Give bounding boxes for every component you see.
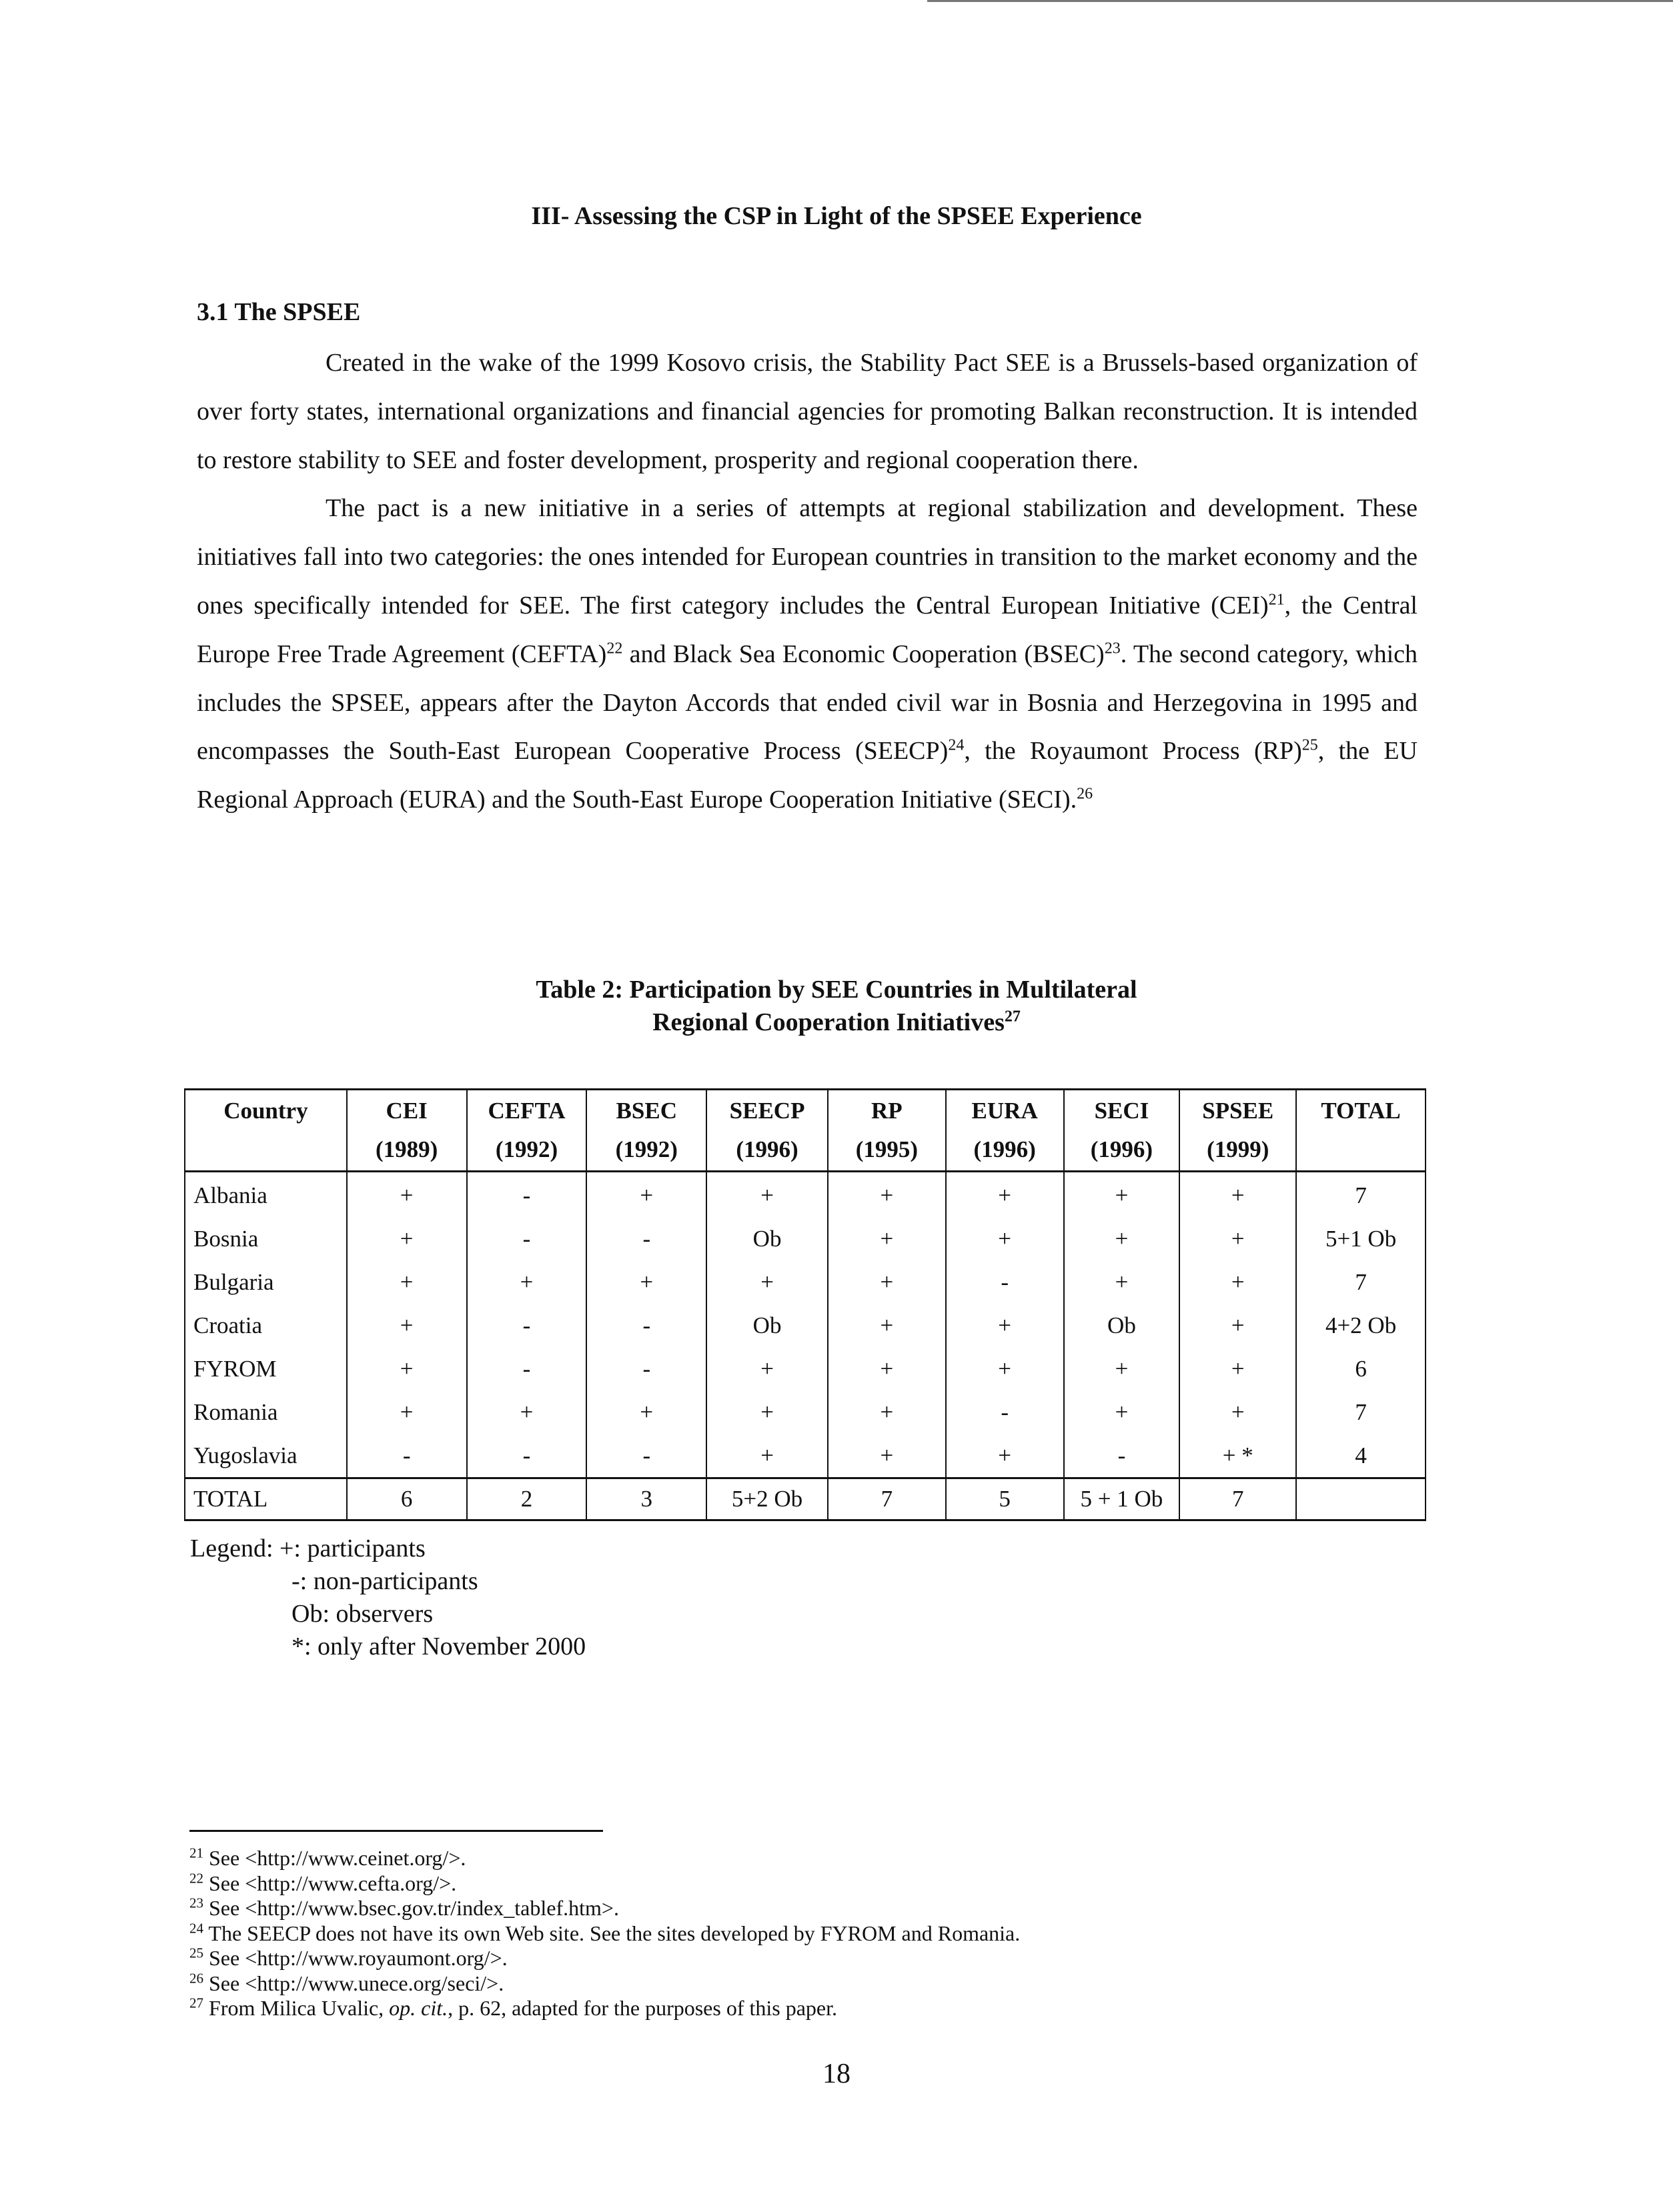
table-cell: - (946, 1390, 1064, 1434)
table-cell: + (828, 1390, 946, 1434)
column-header-year: (1989) (376, 1136, 438, 1162)
table-cell: - (467, 1304, 587, 1347)
footnote (189, 1896, 1020, 1921)
total-cell: 6 (347, 1478, 467, 1520)
table-cell: Ob (706, 1217, 828, 1260)
legend-line: -: non-participants (292, 1567, 478, 1595)
table-cell: + (347, 1217, 467, 1260)
column-header-name: CEFTA (488, 1098, 566, 1124)
column-header-name: Country (223, 1098, 308, 1124)
column-header-name: SEECP (729, 1098, 805, 1124)
table-cell: Ob (1064, 1304, 1180, 1347)
table-cell: + (467, 1260, 587, 1304)
column-header (1296, 1090, 1426, 1172)
table-cell: + (706, 1347, 828, 1390)
legend-line: Ob: observers (292, 1600, 434, 1628)
legend-line: *: only after November 2000 (292, 1632, 586, 1661)
table-cell: + (828, 1304, 946, 1347)
paragraph-2-text: The pact is a new initiative in a series of attempts at regional stabilization and development. These initiatives fall into two categories: the ones intended for European countries in transition to the market economy and the ones specifically intended for SEE. The first category includes the Central European Initiative (CEI) (197, 494, 1418, 620)
footnote-ref: 27 (1004, 1008, 1021, 1026)
column-header-year: (1999) (1207, 1136, 1269, 1162)
table-cell: + * (1179, 1434, 1296, 1478)
table-cell: Ob (706, 1304, 828, 1347)
table-cell: + (347, 1347, 467, 1390)
column-header-name: BSEC (616, 1098, 677, 1124)
column-header-name: SPSEE (1202, 1098, 1274, 1124)
table-cell: 7 (1296, 1172, 1426, 1218)
footnote-text: See <http://www.ceinet.org/>. (209, 1846, 466, 1870)
footnote-text: From Milica Uvalic, (209, 1996, 390, 2020)
table-cell: + (347, 1260, 467, 1304)
paragraph-1: Created in the wake of the 1999 Kosovo crisis, the Stability Pact SEE is a Brussels-based organization of over forty states, international organizations and financial agencies for promoting Balkan reconstruction. It is intended to restore stability to SEE and foster development, prosperity and regional cooperation there. (197, 349, 1418, 474)
table-row (185, 1172, 1426, 1218)
table-header-row (185, 1090, 1426, 1172)
table-body (185, 1172, 1426, 1520)
footnote-ref: 22 (606, 640, 623, 658)
section-title: 3.1 The SPSEE (197, 298, 361, 326)
table-cell: + (706, 1172, 828, 1218)
table-cell: + (1064, 1260, 1180, 1304)
table-cell: + (1064, 1390, 1180, 1434)
total-cell: 5+2 Ob (706, 1478, 828, 1520)
table-cell: 4 (1296, 1434, 1426, 1478)
total-cell: 2 (467, 1478, 587, 1520)
participation-table (184, 1088, 1426, 1521)
column-header-year: (1996) (1090, 1136, 1153, 1162)
table-cell: + (706, 1390, 828, 1434)
table-row (185, 1347, 1426, 1390)
footnote (189, 1871, 1020, 1897)
table-cell: + (828, 1434, 946, 1478)
table-cell: - (586, 1304, 706, 1347)
column-header-year: (1996) (973, 1136, 1036, 1162)
footnote-number: 24 (189, 1919, 203, 1936)
footnotes (189, 1846, 1020, 2021)
table-cell: - (467, 1172, 587, 1218)
table-cell: + (828, 1260, 946, 1304)
total-cell (1296, 1478, 1426, 1520)
column-header-year: (1996) (736, 1136, 798, 1162)
table-cell: - (467, 1217, 587, 1260)
column-header-name: EURA (971, 1098, 1038, 1124)
column-header (586, 1090, 706, 1172)
table-cell: + (347, 1304, 467, 1347)
footnote-text: The SEECP does not have its own Web site. See the sites developed by FYROM and Romania. (208, 1921, 1021, 1945)
column-header (185, 1090, 347, 1172)
table-row (185, 1304, 1426, 1347)
column-header (828, 1090, 946, 1172)
table-cell: + (586, 1260, 706, 1304)
footnote-text: See <http://www.bsec.gov.tr/index_tablef.htm>. (209, 1896, 619, 1920)
footnote (189, 1971, 1020, 1997)
table-row (185, 1260, 1426, 1304)
table-cell: + (1179, 1172, 1296, 1218)
table-cell: + (1179, 1390, 1296, 1434)
footnote-ref: 23 (1104, 640, 1121, 658)
footnote-number: 27 (189, 1995, 203, 2011)
table-cell: + (946, 1217, 1064, 1260)
footnote-text: See <http://www.cefta.org/>. (209, 1871, 457, 1895)
column-header-year: (1992) (615, 1136, 678, 1162)
total-cell: 5 + 1 Ob (1064, 1478, 1180, 1520)
table-cell: + (828, 1172, 946, 1218)
body-text (197, 339, 1418, 824)
total-label-cell: TOTAL (185, 1478, 347, 1520)
footnote-text-italic: op. cit. (389, 1996, 448, 2020)
page-number: 18 (822, 2059, 851, 2089)
table-caption-line-1: Table 2: Participation by SEE Countries in Multilateral (536, 976, 1137, 1004)
table-cell: + (347, 1390, 467, 1434)
country-cell: Albania (185, 1172, 347, 1218)
table-cell: + (946, 1304, 1064, 1347)
footnote-number: 26 (189, 1969, 203, 1986)
country-cell: Bulgaria (185, 1260, 347, 1304)
table-cell: + (1064, 1347, 1180, 1390)
table-cell: + (946, 1172, 1064, 1218)
footnote (189, 1996, 1020, 2021)
table-cell: - (1064, 1434, 1180, 1478)
table-cell: - (347, 1434, 467, 1478)
footnote (189, 1946, 1020, 1971)
total-cell: 7 (1179, 1478, 1296, 1520)
column-header-name: CEI (386, 1098, 428, 1124)
paragraph-2-text: , the EU Regional Approach (EURA) and the South-East Europe Cooperation Initiative (SECI). (197, 737, 1418, 814)
table-cell: + (586, 1390, 706, 1434)
table-cell: - (946, 1260, 1064, 1304)
table-cell: + (946, 1347, 1064, 1390)
paragraph-2-text: . The second category, which includes the SPSEE, appears after the Dayton Accords that ended civil war in Bosnia and Herzegovina in 1995 and encompasses the South-East European Cooperative Process (SEECP) (197, 640, 1418, 766)
column-header (1064, 1090, 1180, 1172)
top-edge-line (927, 0, 1673, 2)
table-cell: - (467, 1434, 587, 1478)
country-cell: Romania (185, 1390, 347, 1434)
table-cell: 7 (1296, 1260, 1426, 1304)
footnote-text: See <http://www.unece.org/seci/>. (209, 1971, 504, 1995)
table-cell: - (586, 1217, 706, 1260)
paragraph-2-text: and Black Sea Economic Cooperation (BSEC) (622, 640, 1105, 668)
table-caption (0, 974, 1673, 1039)
table-cell: + (706, 1260, 828, 1304)
total-cell: 5 (946, 1478, 1064, 1520)
footnote (189, 1921, 1020, 1947)
table-cell: + (828, 1217, 946, 1260)
column-header-name: SECI (1094, 1098, 1149, 1124)
table-total-row (185, 1478, 1426, 1520)
paragraph-2-text: , the Central Europe Free Trade Agreement (CEFTA) (197, 591, 1418, 668)
footnote-ref: 26 (1077, 785, 1093, 803)
table-cell: + (467, 1390, 587, 1434)
column-header (706, 1090, 828, 1172)
footnote-text: See <http://www.royaumont.org/>. (209, 1946, 508, 1970)
table-cell: + (1064, 1217, 1180, 1260)
table-cell: + (1179, 1217, 1296, 1260)
paragraph-2 (197, 484, 1418, 824)
table-cell: - (586, 1434, 706, 1478)
table-cell: + (828, 1347, 946, 1390)
table-row (185, 1390, 1426, 1434)
table-cell: + (1179, 1347, 1296, 1390)
table-caption-line-2 (0, 1006, 1673, 1039)
table-caption-text: Regional Cooperation Initiatives (652, 1008, 1005, 1036)
table-row (185, 1217, 1426, 1260)
column-header-name: TOTAL (1321, 1098, 1401, 1124)
country-cell: Yugoslavia (185, 1434, 347, 1478)
country-cell: FYROM (185, 1347, 347, 1390)
country-cell: Bosnia (185, 1217, 347, 1260)
footnote-number: 25 (189, 1945, 203, 1961)
footnote-ref: 24 (948, 736, 965, 754)
footnote (189, 1846, 1020, 1871)
footnote-number: 23 (189, 1895, 203, 1911)
footnote-number: 21 (189, 1845, 203, 1861)
table-cell: + (1179, 1260, 1296, 1304)
footnote-ref: 21 (1268, 591, 1285, 609)
table-cell: - (586, 1347, 706, 1390)
table-cell: + (1064, 1172, 1180, 1218)
footnote-separator (189, 1830, 603, 1832)
table-cell: + (1179, 1304, 1296, 1347)
column-header (347, 1090, 467, 1172)
table-cell: 7 (1296, 1390, 1426, 1434)
table-cell: 4+2 Ob (1296, 1304, 1426, 1347)
table-cell: 5+1 Ob (1296, 1217, 1426, 1260)
column-header (946, 1090, 1064, 1172)
footnote-number: 22 (189, 1869, 203, 1886)
table-row (185, 1434, 1426, 1478)
table-cell: + (706, 1434, 828, 1478)
column-header (467, 1090, 587, 1172)
paragraph-2-text: , the Royaumont Process (RP) (964, 737, 1302, 766)
total-cell: 7 (828, 1478, 946, 1520)
table-legend (190, 1532, 586, 1663)
footnote-ref: 25 (1301, 736, 1318, 754)
column-header-year: (1995) (855, 1136, 919, 1162)
table-cell: - (467, 1347, 587, 1390)
column-header-year: (1992) (495, 1136, 558, 1162)
total-cell: 3 (586, 1478, 706, 1520)
column-header (1179, 1090, 1296, 1172)
country-cell: Croatia (185, 1304, 347, 1347)
table-cell: + (586, 1172, 706, 1218)
table-cell: 6 (1296, 1347, 1426, 1390)
table-cell: + (946, 1434, 1064, 1478)
footnote-text: , p. 62, adapted for the purposes of this paper. (448, 1996, 838, 2020)
legend-line: Legend: +: participants (190, 1534, 426, 1562)
chapter-heading: III- Assessing the CSP in Light of the SPSEE Experience (531, 202, 1142, 230)
table-cell: + (347, 1172, 467, 1218)
column-header-name: RP (871, 1098, 903, 1124)
